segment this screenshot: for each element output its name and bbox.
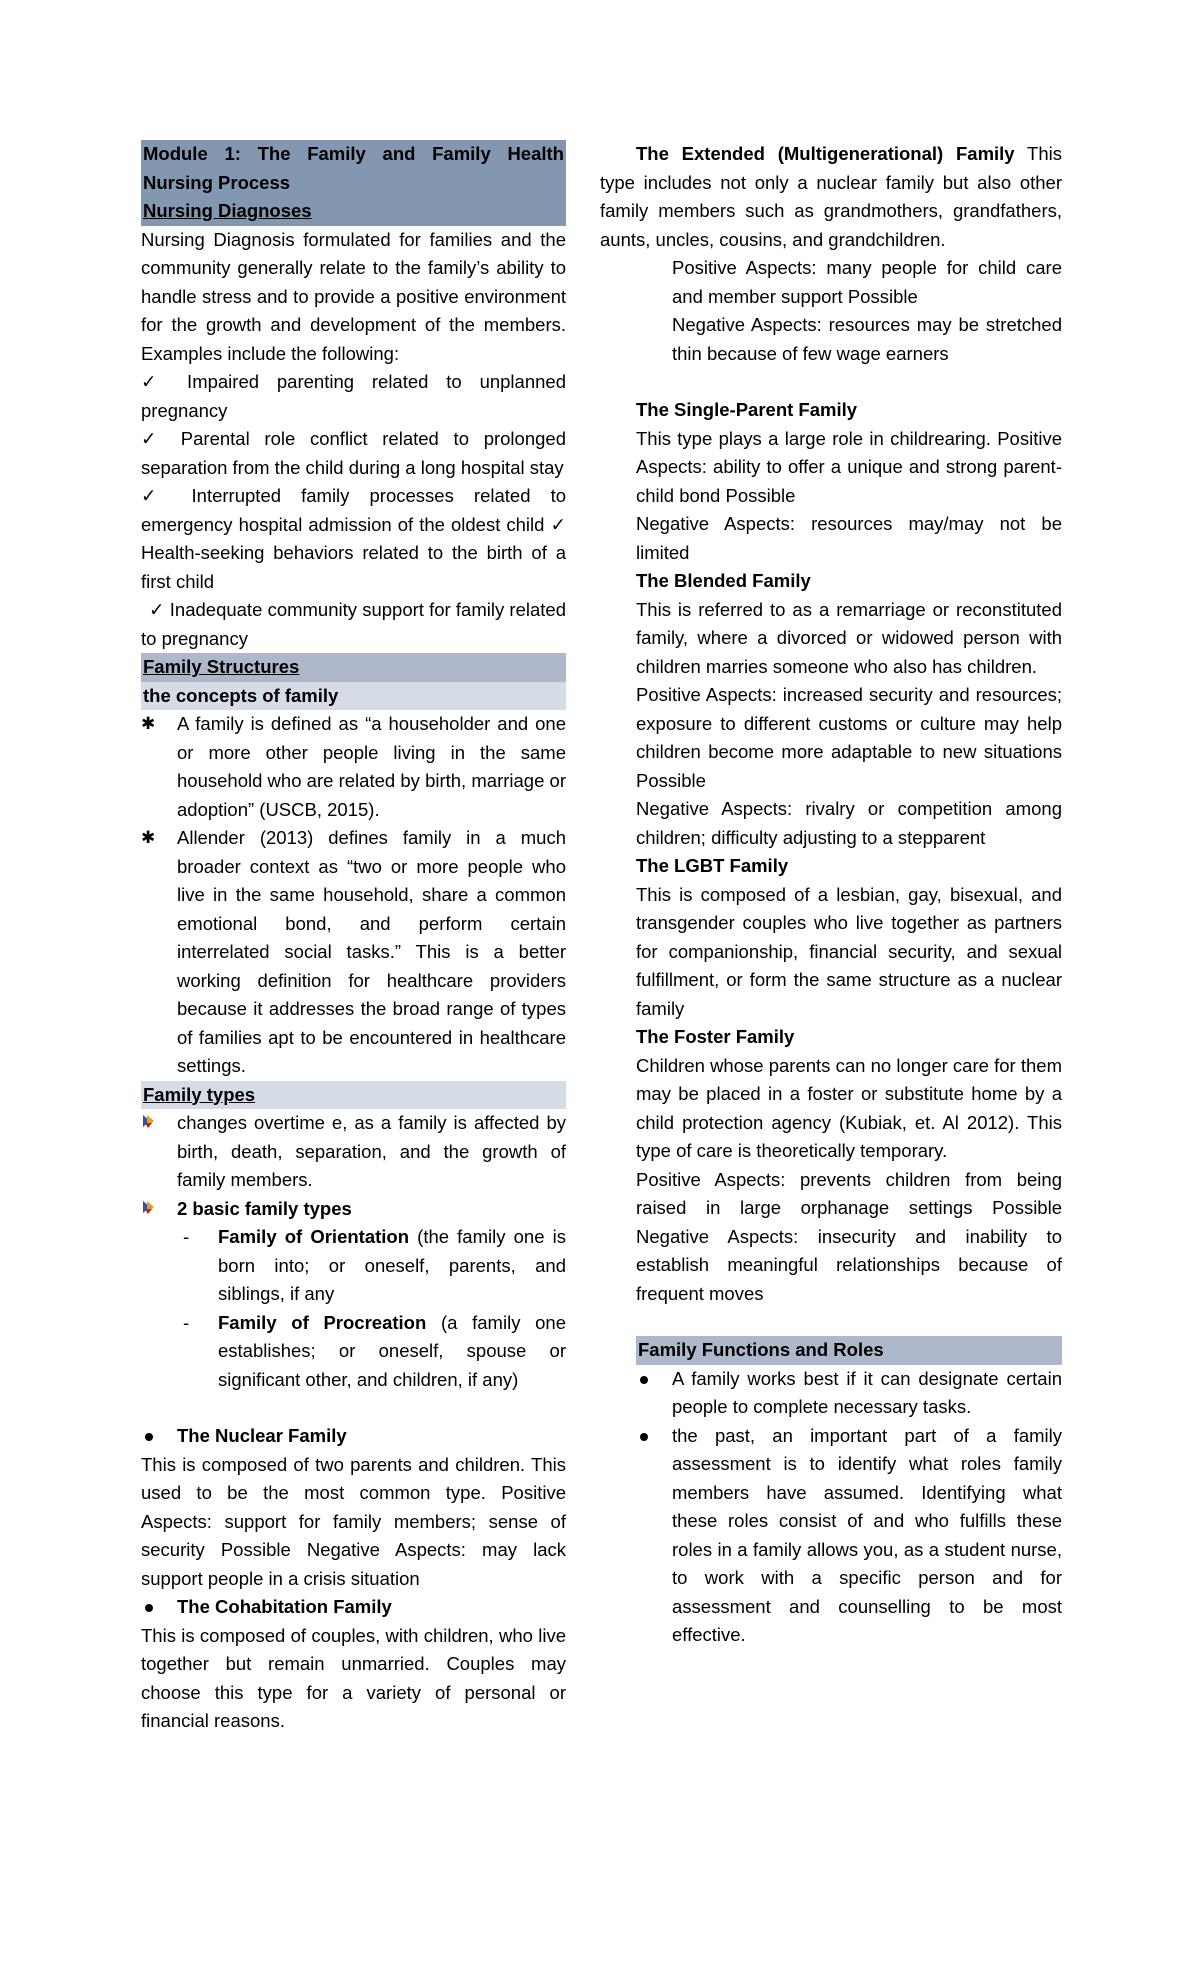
extended-heading: The Extended (Multigenerational) Family	[636, 143, 1015, 164]
left-column	[141, 140, 566, 1736]
right-column	[600, 140, 1062, 1650]
orientation-label: Family of Orientation	[218, 1226, 410, 1247]
cohabitation-heading: The Cohabitation Family	[177, 1596, 392, 1617]
blended-text: Positive Aspects: increased security and resources; exposure to different customs or culture may help children become more adaptable to new situations Possible	[636, 684, 1062, 791]
single-parent-text: This type plays a large role in childrearing. Positive Aspects: ability to offer a unique and strong parent-child bond Possible	[636, 427, 1062, 506]
family-types-heading: Family types	[141, 1081, 566, 1110]
dash-bullet: -	[183, 1311, 190, 1333]
extended-text: This type includes not only a nuclear family but also other family members such as grandmothers, grandfathers, aunts, uncles, cousins, and grandchildren.	[600, 143, 1062, 250]
extended-paragraph	[600, 140, 1062, 254]
asterisk-bullet-icon: ✱	[141, 714, 156, 733]
procreation-label: Family of Procreation	[218, 1311, 427, 1333]
list-item	[141, 1422, 566, 1451]
list-item	[141, 1109, 566, 1195]
foster-text: Positive Aspects: prevents children from being raised in large orphanage settings Possible Negative Aspects: insecurity and inability to establish meaningful relationships because of frequent moves	[636, 1168, 1062, 1304]
blended-text: This is referred to as a remarriage or reconstituted family, where a divorced or widowed person with children marries someone who also has children.	[636, 598, 1062, 677]
list-item	[636, 1422, 1062, 1650]
single-parent-text: Negative Aspects: resources may/may not be limited	[636, 513, 1062, 563]
arrow-bullet-icon	[141, 1109, 171, 1138]
nuclear-text: This is composed of two parents and children. This used to be the most common type. Positive Aspects: support for family members; sense of security Possible Negative Aspects: may lack support people in a crisis situation	[141, 1453, 566, 1589]
nursing-diagnoses-heading: Nursing Diagnoses	[141, 197, 566, 226]
function-text: the past, an important part of a family assessment is to identify what roles family members have assumed. Identifying what these roles consist of and who fulfills these roles in a family allows you, as a student nurse, to work with a specific person and for assessment and counselling to be most effective.	[672, 1424, 1062, 1645]
list-item	[141, 824, 566, 1081]
orientation-text: (the family one is born into; or oneself, parents, and siblings, if any	[218, 1226, 566, 1304]
arrow-bullet-icon	[141, 1195, 171, 1224]
nursing-diagnoses-intro: Nursing Diagnosis formulated for families and the community generally relate to the family’s ability to handle stress and to provide a positive environment for the growth and development of the members. Examples include the following:	[141, 228, 566, 364]
diagnosis-item: ✓ Inadequate community support for family related to pregnancy	[141, 599, 566, 649]
extended-positive: Positive Aspects: many people for child care and member support Possible	[672, 257, 1062, 307]
family-structures-heading: Family Structures	[141, 653, 566, 682]
lgbt-heading: The LGBT Family	[636, 855, 789, 876]
diagnosis-item: ✓ Impaired parenting related to unplanned pregnancy	[141, 371, 566, 421]
foster-heading: The Foster Family	[636, 1026, 795, 1047]
blended-text: Negative Aspects: rivalry or competition among children; difficulty adjusting to a stepparent	[636, 798, 1062, 848]
list-item	[141, 1309, 566, 1395]
function-text: A family works best if it can designate certain people to complete necessary tasks.	[672, 1367, 1062, 1417]
bullet-dot-icon	[636, 1365, 666, 1394]
cohabitation-text: This is composed of couples, with children, who live together but remain unmarried. Couples may choose this type for a variety of personal or financial reasons.	[141, 1624, 566, 1731]
list-item	[141, 1195, 566, 1224]
blended-heading: The Blended Family	[636, 570, 811, 591]
nuclear-heading: The Nuclear Family	[177, 1425, 347, 1446]
functions-heading: Family Functions and Roles	[636, 1336, 1062, 1365]
family-types-text: changes overtime e, as a family is affected by birth, death, separation, and the growth of family members.	[177, 1112, 566, 1190]
asterisk-bullet-icon: ✱	[141, 828, 156, 847]
diagnosis-item: ✓ Interrupted family processes related to emergency hospital admission of the oldest child ✓ Health-seeking behaviors related to the birth of a first child	[141, 485, 566, 592]
concept-text: A family is defined as “a householder and one or more other people living in the same household who are related by birth, marriage or adoption” (USCB, 2015).	[177, 713, 566, 820]
bullet-dot-icon	[141, 1422, 171, 1451]
list-item	[141, 1223, 566, 1309]
procreation-text: (a family one establishes; or oneself, spouse or significant other, and children, if any)	[218, 1311, 567, 1390]
diagnosis-item: ✓ Parental role conflict related to prolonged separation from the child during a long hospital stay	[141, 428, 566, 478]
bullet-dot-icon	[141, 1593, 171, 1622]
basic-types-text: 2 basic family types	[177, 1197, 352, 1219]
list-item	[141, 1593, 566, 1622]
lgbt-text: This is composed of a lesbian, gay, bisexual, and transgender couples who live together as partners for companionship, financial security, and sexual fulfillment, or form the same structure as a nuclear family	[636, 883, 1062, 1019]
concepts-heading: the concepts of family	[141, 682, 566, 711]
dash-bullet: -	[183, 1226, 190, 1247]
list-item	[636, 1365, 1062, 1422]
foster-text: Children whose parents can no longer care for them may be placed in a foster or substitute home by a child protection agency (Kubiak, et. Al 2012). This type of care is theoretically temporary.	[636, 1054, 1062, 1161]
list-item	[141, 710, 566, 824]
module-title: Module 1: The Family and Family Health Nursing Process	[141, 140, 566, 197]
bullet-dot-icon	[636, 1422, 666, 1451]
concept-text: Allender (2013) defines family in a much broader context as “two or more people who live in the same household, share a common emotional bond, and perform certain interrelated social tasks.” This is a better working definition for healthcare providers because it addresses the broad range of types of families apt to be encountered in healthcare settings.	[177, 827, 566, 1076]
single-parent-heading: The Single-Parent Family	[636, 399, 858, 420]
extended-negative: Negative Aspects: resources may be stretched thin because of few wage earners	[672, 314, 1062, 364]
